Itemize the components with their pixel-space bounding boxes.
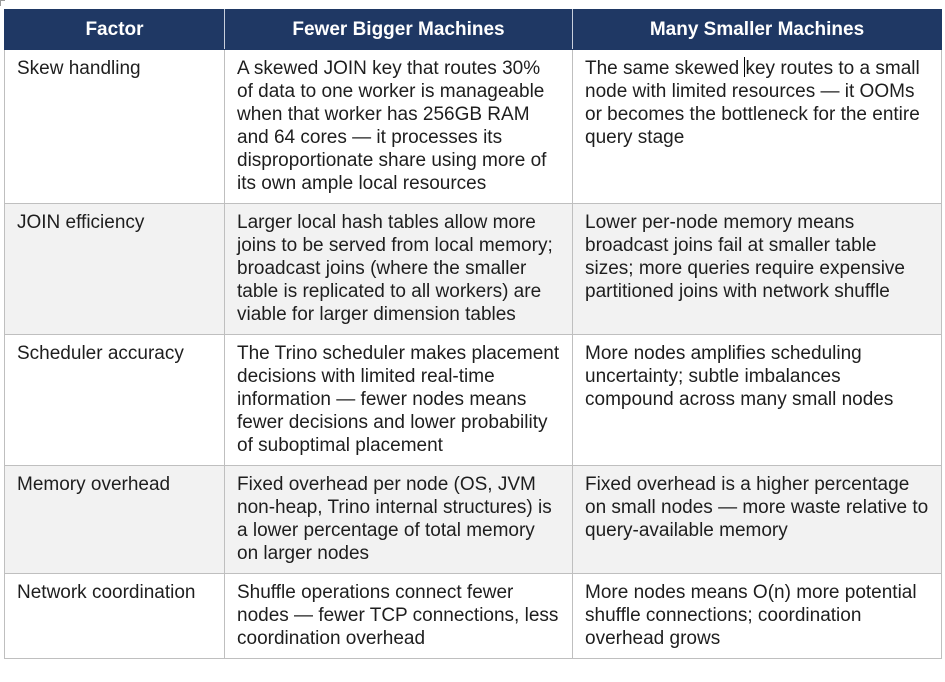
cell-factor[interactable]: JOIN efficiency [5, 204, 225, 335]
header-many-smaller-machines: Many Smaller Machines [573, 10, 942, 50]
cell-factor[interactable]: Network coordination [5, 574, 225, 659]
header-row [5, 10, 942, 50]
cell-smaller[interactable]: Lower per-node memory means broadcast joins fail at smaller table sizes; more queries require expensive partitioned joins with network shuffle [573, 204, 942, 335]
table-header [5, 10, 942, 50]
table-body [5, 50, 942, 659]
cell-text-after-caret: key routes to a small node with limited resources — it OOMs or becomes the bottleneck for the entire query stage [585, 58, 920, 148]
table-row-skew-handling [5, 50, 942, 204]
cell-smaller[interactable]: More nodes amplifies scheduling uncertainty; subtle imbalances compound across many small nodes [573, 335, 942, 466]
header-factor: Factor [5, 10, 225, 50]
table-row-memory-overhead [5, 466, 942, 574]
table-row-network-coordination [5, 574, 942, 659]
cell-bigger[interactable]: Fixed overhead per node (OS, JVM non-heap, Trino internal structures) is a lower percentage of total memory on larger nodes [225, 466, 573, 574]
header-fewer-bigger-machines: Fewer Bigger Machines [225, 10, 573, 50]
cell-factor[interactable]: Scheduler accuracy [5, 335, 225, 466]
cell-smaller[interactable]: Fixed overhead is a higher percentage on small nodes — more waste relative to query-available memory [573, 466, 942, 574]
cell-smaller[interactable] [573, 50, 942, 204]
document-corner-mark [0, 0, 5, 6]
table-row-join-efficiency [5, 204, 942, 335]
cell-factor[interactable]: Skew handling [5, 50, 225, 204]
cell-bigger[interactable]: Shuffle operations connect fewer nodes — fewer TCP connections, less coordination overhead [225, 574, 573, 659]
cell-smaller[interactable]: More nodes means O(n) more potential shuffle connections; coordination overhead grows [573, 574, 942, 659]
comparison-table [4, 9, 942, 659]
cell-bigger[interactable]: A skewed JOIN key that routes 30% of data to one worker is manageable when that worker has 256GB RAM and 64 cores — it processes its disproportionate share using more of its own ample local resources [225, 50, 573, 204]
cell-text-before-caret: The same skewed [585, 58, 745, 79]
table-row-scheduler-accuracy [5, 335, 942, 466]
cell-factor[interactable]: Memory overhead [5, 466, 225, 574]
cell-bigger[interactable]: The Trino scheduler makes placement decisions with limited real-time information — fewer nodes means fewer decisions and lower probability of suboptimal placement [225, 335, 573, 466]
cell-bigger[interactable]: Larger local hash tables allow more joins to be served from local memory; broadcast joins (where the smaller table is replicated to all workers) are viable for larger dimension tables [225, 204, 573, 335]
